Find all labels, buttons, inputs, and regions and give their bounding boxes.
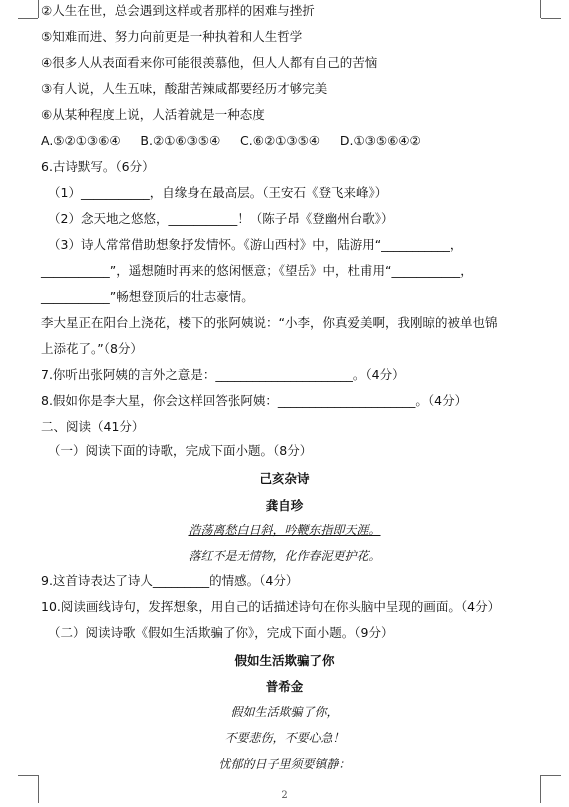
question-8: 8.假如你是李大星，你会这样回答张阿姨：______________________。（4分） [41, 393, 468, 408]
scenario-text-2: 上添花了。”（8分） [41, 341, 143, 356]
crop-mark-bottom-right-h [541, 775, 561, 776]
question-10: 10.阅读画线诗句，发挥想象，用自己的话描述诗句在你头脑中呈现的画面。（4分） [41, 599, 501, 614]
scenario-text-1: 李大星正在阳台上浇花，楼下的张阿姨说：“小李，你真爱美啊，我刚晾的被单也锦 [41, 315, 498, 330]
poem2-author: 普希金 [265, 679, 304, 694]
question-6-3-cont-2: ___________”畅想登顶后的壮志豪情。 [41, 289, 254, 304]
poem2-line3: 忧郁的日子里须要镇静： [218, 757, 351, 771]
poem1-line2: 落红不是无情物，化作春泥更护花。 [188, 549, 381, 563]
crop-mark-bottom-left-h [18, 775, 38, 776]
crop-mark-top-right-h [541, 18, 561, 19]
answer-choices: A.⑤②①③⑥④ B.②①⑥③⑤④ C.⑥②①③⑤④ D.①③⑤⑥④② [41, 133, 421, 148]
page-number: 2 [281, 790, 288, 801]
option-sentence-3: ③有人说，人生五味，酸甜苦辣咸都要经历才够完美 [41, 81, 328, 96]
poem1-title: 己亥杂诗 [259, 471, 310, 486]
section-2-heading: 二、阅读（41分） [41, 419, 145, 434]
crop-mark-top-left-h [18, 18, 38, 19]
poem1-author: 龚自珍 [265, 498, 304, 513]
poem2-line1: 假如生活欺骗了你， [230, 705, 339, 719]
option-sentence-6: ⑥从某种程度上说，人活着就是一种态度 [41, 107, 265, 122]
crop-mark-top-right-v [540, 0, 541, 18]
question-6-3: （3）诗人常常借助想象抒发情怀。《游山西村》中，陆游用“___________， [48, 237, 463, 252]
question-6-1: （1）___________，自缘身在最高层。（王安石《登飞来峰》） [48, 185, 388, 200]
poem2-line2: 不要悲伤，不要心急！ [224, 731, 345, 745]
poem1-line1-underlined: 浩荡离愁白日斜，吟鞭东指即天涯。 [188, 523, 381, 537]
subsection-2-heading: （二）阅读诗歌《假如生活欺骗了你》，完成下面小题。（9分） [48, 625, 394, 640]
question-7: 7.你听出张阿姨的言外之意是：______________________。（4分） [41, 367, 405, 382]
question-9: 9.这首诗表达了诗人_________的情感。（4分） [41, 573, 299, 588]
question-6-heading: 6.古诗默写。（6分） [41, 159, 155, 174]
question-6-2: （2）念天地之悠悠，___________！（陈子昂《登幽州台歌》） [48, 211, 394, 226]
question-6-3-cont-1: ___________”，遥想随时再来的悠闲惬意；《望岳》中，杜甫用“___________， [41, 263, 473, 278]
subsection-1-heading: （一）阅读下面的诗歌，完成下面小题。（8分） [48, 443, 313, 458]
option-sentence-2: ②人生在世，总会遇到这样或者那样的困难与挫折 [41, 3, 315, 18]
poem2-title: 假如生活欺骗了你 [234, 653, 335, 668]
crop-mark-top-left-v [38, 0, 39, 18]
option-sentence-5: ⑤知难而进、努力向前更是一种执着和人生哲学 [41, 29, 303, 44]
option-sentence-4: ④很多人从表面看来你可能很羡慕他，但人人都有自己的苦恼 [41, 55, 378, 70]
